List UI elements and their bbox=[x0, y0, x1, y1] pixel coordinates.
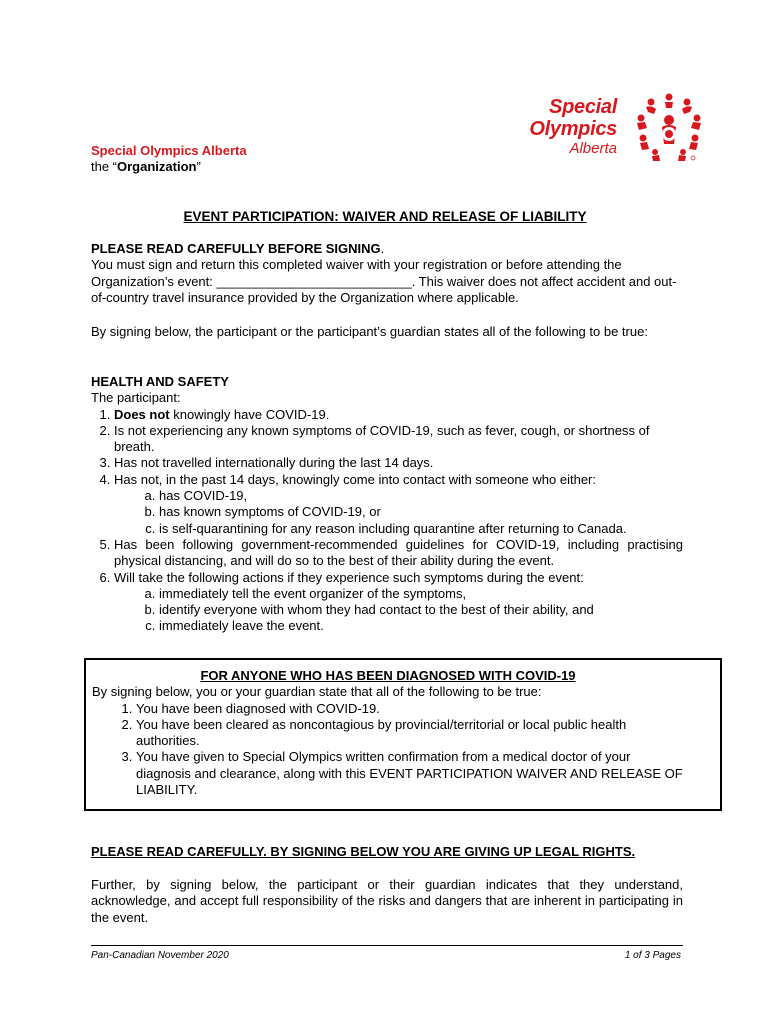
health-heading: HEALTH AND SAFETY bbox=[91, 374, 229, 389]
health-list bbox=[91, 407, 683, 635]
acknowledgement-paragraph: Further, by signing below, the participant or their guardian indicates that they understand, acknowledge, and accept full responsibility of the risks and dangers that are inherent in participating in the event. bbox=[91, 877, 683, 925]
health-item-4-text: Has not, in the past 14 days, knowingly come into contact with someone who either: bbox=[114, 471, 596, 487]
health-item-6-sublist bbox=[114, 586, 683, 635]
health-item-1 bbox=[114, 407, 683, 423]
health-item-4-sublist bbox=[114, 488, 683, 537]
health-item-3: 3. Has not travelled internationally during the last 14 days. bbox=[114, 455, 683, 471]
footer-page-count: 1 of 3 Pages bbox=[624, 950, 681, 961]
covid-item-3: 3. You have given to Special Olympics written confirmation from a medical doctor of your diagnosis and clearance, along with this EVENT PARTICIPATION WAIVER AND RELEASE OF LIABILITY. bbox=[136, 749, 684, 798]
covid-box-list bbox=[92, 701, 684, 799]
special-olympics-alberta-logo bbox=[505, 92, 705, 162]
covid-item-1: 1. You have been diagnosed with COVID-19. bbox=[136, 701, 684, 717]
logo-line-olympics: Olympics bbox=[529, 118, 617, 140]
alias-suffix: ” bbox=[196, 159, 201, 175]
special-olympics-figures-icon bbox=[635, 92, 703, 162]
health-item-6b: b. identify everyone with whom they had contact to the best of their ability, and bbox=[159, 602, 683, 618]
health-item-1-text: knowingly have COVID-19. bbox=[169, 406, 330, 422]
covid-box-content bbox=[92, 668, 684, 798]
alias-term: Organization bbox=[117, 159, 197, 175]
health-item-6a: a. immediately tell the event organizer of the symptoms, bbox=[159, 586, 683, 602]
health-item-6-text: Will take the following actions if they experience such symptoms during the event: bbox=[114, 569, 584, 585]
intro-heading-line bbox=[91, 241, 683, 257]
health-item-4 bbox=[114, 472, 683, 537]
health-safety-section bbox=[91, 374, 683, 635]
health-item-6c: c. immediately leave the event. bbox=[159, 618, 683, 634]
covid-box-lead: By signing below, you or your guardian state that all of the following to be true: bbox=[92, 684, 542, 700]
alias-prefix: the “ bbox=[91, 159, 118, 175]
organization-name: Special Olympics Alberta bbox=[91, 143, 247, 158]
health-item-4b: b. has known symptoms of COVID-19, or bbox=[159, 504, 683, 520]
health-item-6 bbox=[114, 570, 683, 635]
logo-line-special: Special bbox=[549, 96, 617, 118]
health-lead: The participant: bbox=[91, 390, 181, 406]
document-title: EVENT PARTICIPATION: WAIVER AND RELEASE OF LIABILITY bbox=[183, 209, 587, 224]
health-item-5: 5. Has been following government-recommended guidelines for COVID-19, including practising physical distancing, and will do so to the best of their ability during the event. bbox=[114, 537, 683, 570]
covid-box-heading: FOR ANYONE WHO HAS BEEN DIAGNOSED WITH COVID-19 bbox=[200, 668, 576, 683]
organization-alias bbox=[91, 159, 247, 175]
statement-paragraph: By signing below, the participant or the participant’s guardian states all of the following to be true: bbox=[91, 324, 648, 339]
health-item-4c: c. is self-quarantining for any reason including quarantine after returning to Canada. bbox=[159, 521, 683, 537]
footer-divider bbox=[91, 945, 683, 946]
health-item-2: 2. Is not experiencing any known symptoms of COVID-19, such as fever, cough, or shortness of breath. bbox=[114, 423, 683, 456]
intro-text: You must sign and return this completed waiver with your registration or before attending the Organization’s event: ___________________________. This waiver does not affect accident and out-of-country travel insurance provided by the Organization where applicable. bbox=[91, 257, 677, 305]
logo-wordmark bbox=[505, 96, 617, 157]
footer-version: Pan-Canadian November 2020 bbox=[91, 950, 229, 961]
intro-heading: PLEASE READ CAREFULLY BEFORE SIGNING bbox=[91, 241, 381, 256]
logo-line-alberta: Alberta bbox=[569, 140, 617, 157]
health-item-1-emphasis: Does not bbox=[114, 406, 170, 422]
covid-diagnosis-box bbox=[84, 658, 722, 811]
intro-heading-period: . bbox=[380, 241, 385, 256]
health-item-4a: a. has COVID-19, bbox=[159, 488, 683, 504]
organization-block bbox=[91, 143, 247, 176]
intro-section bbox=[91, 241, 683, 306]
covid-item-2: 2. You have been cleared as noncontagious by provincial/territorial or local public health authorities. bbox=[136, 717, 684, 750]
legal-rights-warning: PLEASE READ CAREFULLY. BY SIGNING BELOW YOU ARE GIVING UP LEGAL RIGHTS. bbox=[91, 844, 636, 859]
